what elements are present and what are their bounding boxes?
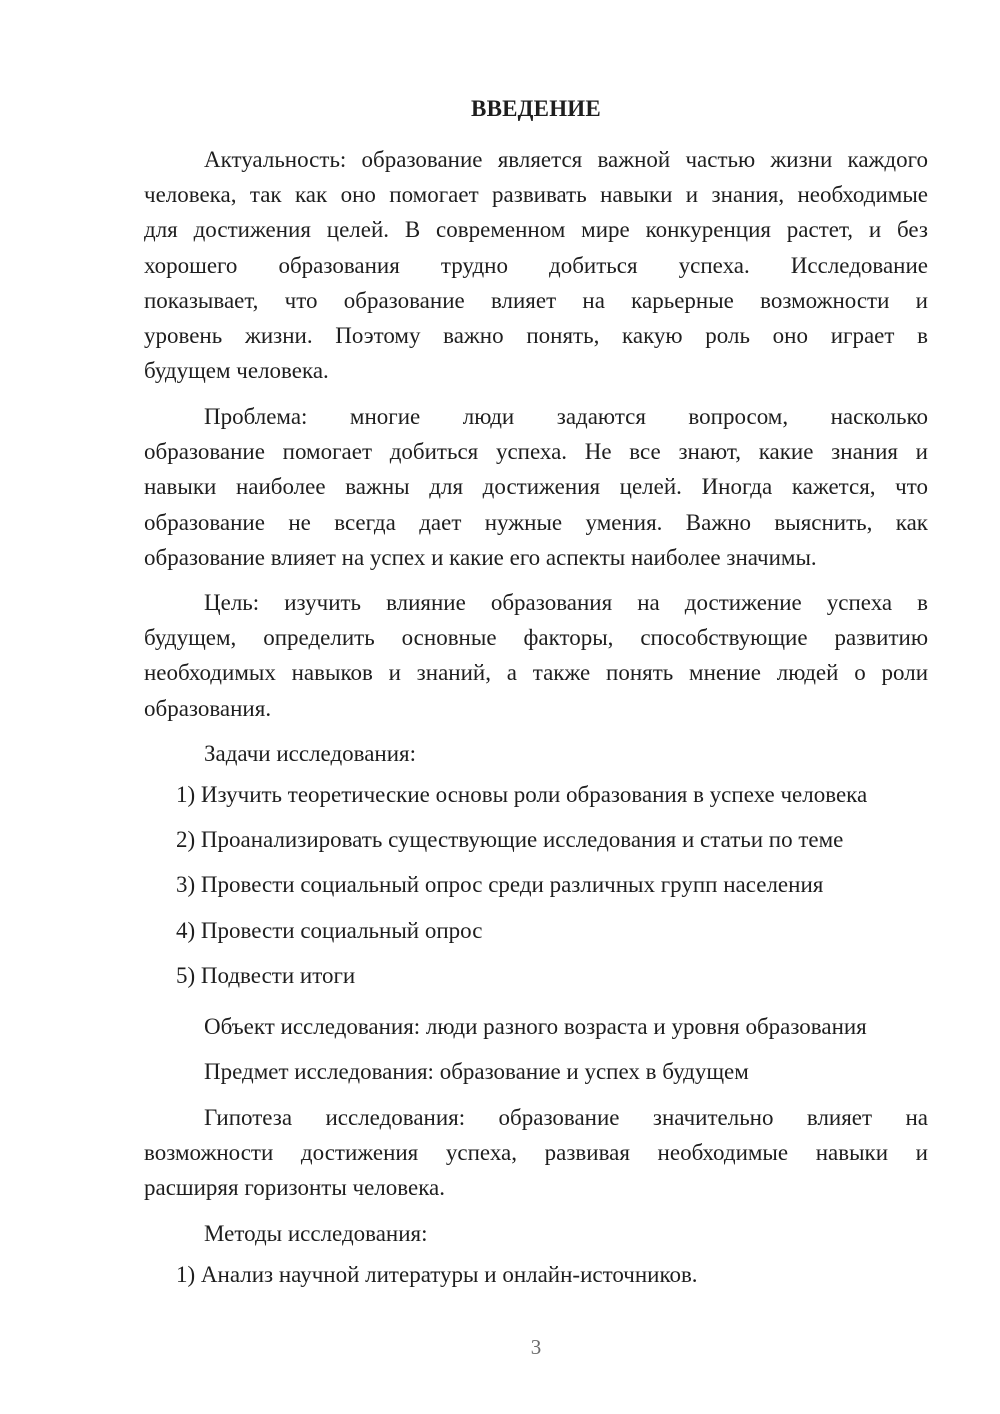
task-item: 5) Подвести итоги: [176, 963, 356, 988]
text-line: навыки наиболее важны для достижения целей. Иногда кажется, что: [144, 474, 928, 500]
object-text: Объект исследования: люди разного возраста и уровня образования: [204, 1014, 867, 1039]
text-line: показывает, что образование влияет на карьерные возможности и: [144, 287, 928, 313]
task-item: 2) Проанализировать существующие исследования и статьи по теме: [176, 827, 844, 852]
relevance-paragraph: [144, 142, 928, 388]
text-line: человека, так как оно помогает развивать навыки и знания, необходимые: [144, 182, 928, 208]
text-line: будущем человека.: [144, 358, 329, 384]
goal-paragraph: [144, 585, 928, 726]
text-line: расширяя горизонты человека.: [144, 1175, 445, 1201]
object-line: [144, 1009, 928, 1044]
task-item: 1) Изучить теоретические основы роли образования в успехе человека: [176, 782, 868, 807]
text-line: образования.: [144, 695, 272, 721]
methods-title-text: Методы исследования:: [204, 1221, 428, 1246]
problem-paragraph: [144, 399, 928, 575]
tasks-title-text: Задачи исследования:: [204, 741, 417, 766]
text-line: будущем, определить основные факторы, способствующие развитию: [144, 625, 928, 651]
text-line: образование помогает добиться успеха. Не все знают, какие знания и: [144, 439, 928, 465]
task-item: 3) Провести социальный опрос среди различных групп населения: [176, 872, 824, 897]
text-line: Гипотеза исследования: образование значительно влияет на: [204, 1105, 928, 1130]
subject-text: Предмет исследования: образование и успех в будущем: [204, 1059, 749, 1084]
task-item: 4) Провести социальный опрос: [176, 918, 483, 943]
text-line: образование не всегда дает нужные умения. Важно выяснить, как: [144, 509, 928, 535]
page-number: 3: [530, 1335, 542, 1359]
method-item: 1) Анализ научной литературы и онлайн-источников.: [176, 1262, 698, 1287]
subject-line: [144, 1054, 928, 1089]
section-heading: ВВЕДЕНИЕ: [471, 96, 601, 121]
hypothesis-paragraph: [144, 1100, 928, 1206]
text-line: хорошего образования трудно добиться успеха. Исследование: [144, 252, 928, 278]
methods-title: [144, 1216, 928, 1251]
text-line: Актуальность: образование является важной частью жизни каждого: [204, 147, 928, 172]
text-line: для достижения целей. В современном мире конкуренция растет, и без: [144, 217, 928, 243]
text-line: необходимых навыков и знаний, а также понять мнение людей о роли: [144, 660, 928, 686]
text-line: Цель: изучить влияние образования на достижение успеха в: [204, 590, 928, 615]
text-line: Проблема: многие люди задаются вопросом, насколько: [204, 404, 928, 429]
text-line: уровень жизни. Поэтому важно понять, какую роль оно играет в: [144, 323, 928, 349]
text-line: возможности достижения успеха, развивая необходимые навыки и: [144, 1140, 928, 1166]
tasks-title: [144, 736, 928, 771]
text-line: образование влияет на успех и какие его аспекты наиболее значимы.: [144, 544, 817, 570]
